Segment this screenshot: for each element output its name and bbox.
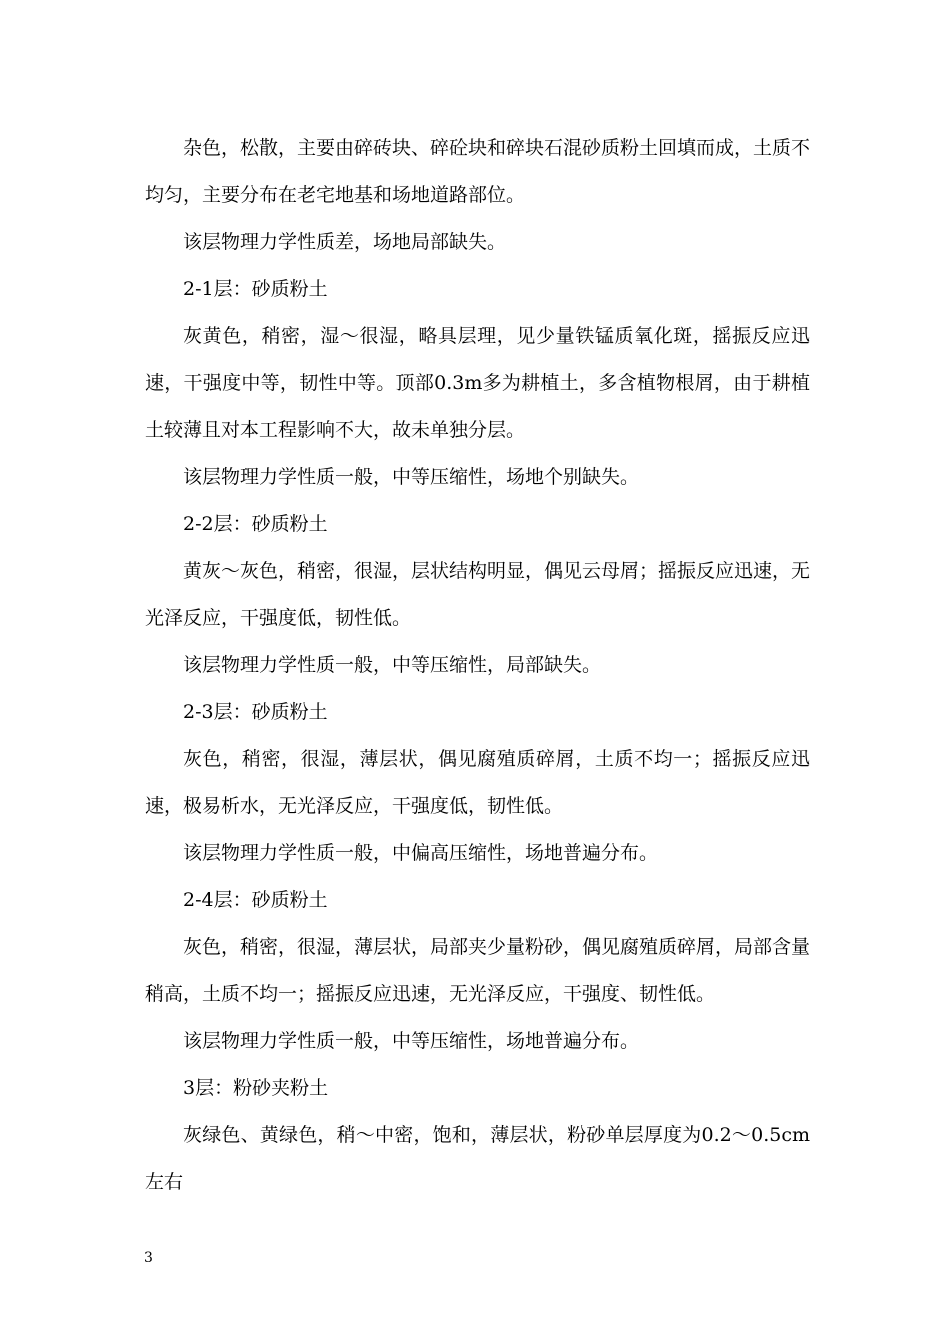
heading-layer-2-1: 2-1层：砂质粉土 xyxy=(183,278,328,300)
heading-layer-3: 3层：粉砂夹粉土 xyxy=(183,1077,329,1099)
paragraph-layer-2-4-description: 灰色，稍密，很湿，薄层状，局部夹少量粉砂，偶见腐殖质碎屑，局部含量稍高，土质不均一；摇振反应迅速，无光泽反应，干强度、韧性低。 xyxy=(145,936,811,1005)
paragraph-layer-2-2-description: 黄灰～灰色，稍密，很湿，层状结构明显，偶见云母屑；摇振反应迅速，无光泽反应，干强度低，韧性低。 xyxy=(145,560,811,629)
heading-layer-2-2: 2-2层：砂质粉土 xyxy=(183,513,328,535)
paragraph-layer-2-3-description: 灰色，稍密，很湿，薄层状，偶见腐殖质碎屑，土质不均一；摇振反应迅速，极易析水，无光泽反应，干强度低，韧性低。 xyxy=(145,748,810,817)
paragraph-layer-2-1-properties: 该层物理力学性质一般，中等压缩性，场地个别缺失。 xyxy=(183,466,640,488)
paragraph-fill-properties: 该层物理力学性质差，场地局部缺失。 xyxy=(183,231,507,253)
document-body xyxy=(145,125,810,1206)
paragraph-layer-2-1-description: 灰黄色，稍密，湿～很湿，略具层理，见少量铁锰质氧化斑，摇振反应迅速，干强度中等，韧性中等。顶部0.3m多为耕植土，多含植物根屑，由于耕植土较薄且对本工程影响不大，故未单独分层。 xyxy=(145,325,810,441)
paragraph-layer-3-description: 灰绿色、黄绿色，稍～中密，饱和，薄层状，粉砂单层厚度为0.2～0.5cm左右 xyxy=(145,1124,810,1193)
paragraph-fill-description: 杂色，松散，主要由碎砖块、碎砼块和碎块石混砂质粉土回填而成，土质不均匀，主要分布在老宅地基和场地道路部位。 xyxy=(145,137,811,206)
paragraph-layer-2-3-properties: 该层物理力学性质一般，中偏高压缩性，场地普遍分布。 xyxy=(183,842,659,864)
paragraph-layer-2-4-properties: 该层物理力学性质一般，中等压缩性，场地普遍分布。 xyxy=(183,1030,640,1052)
paragraph-layer-2-2-properties: 该层物理力学性质一般，中等压缩性，局部缺失。 xyxy=(183,654,602,676)
heading-layer-2-4: 2-4层：砂质粉土 xyxy=(183,889,328,911)
heading-layer-2-3: 2-3层：砂质粉土 xyxy=(183,701,328,723)
page-number: 3 xyxy=(144,1250,153,1266)
